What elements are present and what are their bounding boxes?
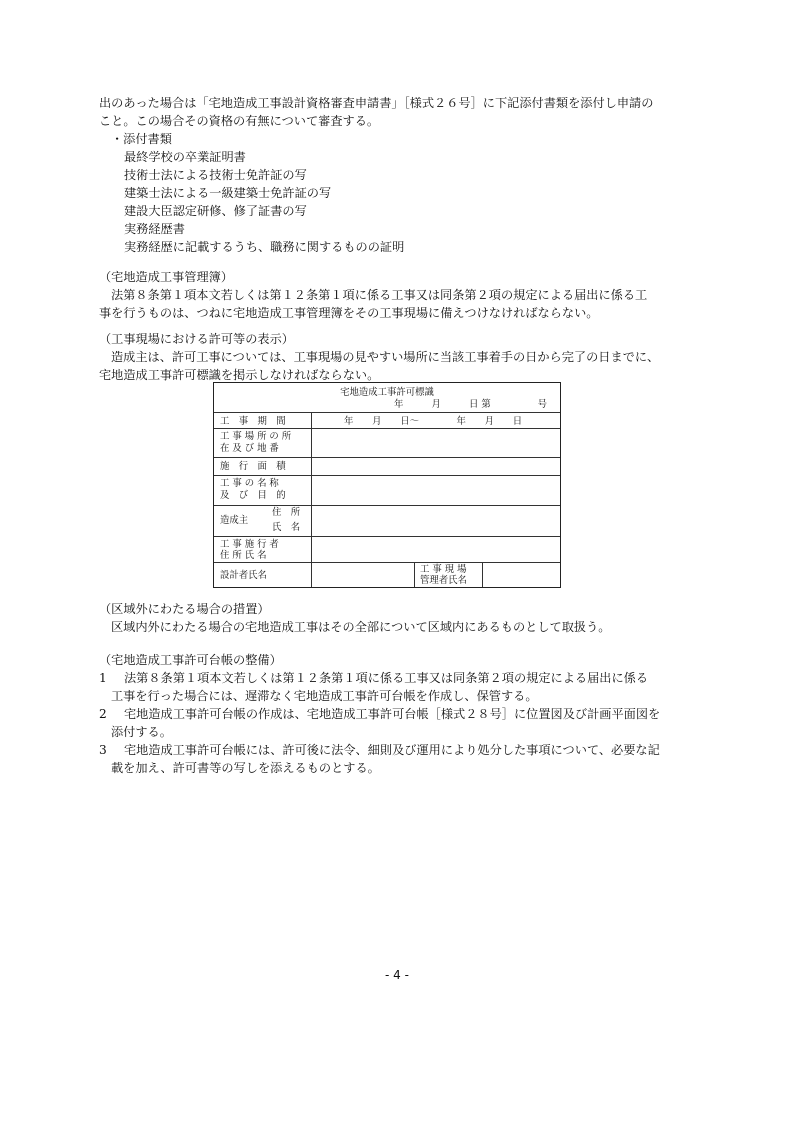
ledger-line-2: 事を行うものは、つねに宅地造成工事管理簿をその工事現場に備えつけなければならない。 bbox=[99, 306, 599, 320]
period-value: 年 月 日〜 年 月 日 bbox=[344, 416, 523, 427]
owner-name-label: 氏 名 bbox=[272, 522, 301, 533]
site-manager-label-1: 工 事 現 場 bbox=[420, 564, 467, 575]
page-number: - 4 - bbox=[385, 968, 409, 982]
register-item-line-1: 法第８条第１項本文若しくは第１２条第１項に係る工事又は同条第２項の規定による届出に係る bbox=[124, 671, 649, 685]
owner-label: 造成主 bbox=[220, 515, 249, 526]
register-item-line-2: 工事を行った場合には、遅滞なく宅地造成工事許可台帳を作成し、保管する。 bbox=[111, 689, 538, 703]
sign-heading: （工事現場における許可等の表示） bbox=[99, 332, 294, 346]
designer-label: 設計者氏名 bbox=[220, 570, 267, 581]
contractor-label-1: 工 事 施 行 者 bbox=[220, 539, 279, 550]
attachment-item: 最終学校の卒業証明書 bbox=[124, 150, 246, 164]
permit-sign-table bbox=[213, 382, 561, 588]
location-label-2: 在 及 び 地 番 bbox=[220, 443, 279, 454]
register-item-line-1: 宅地造成工事許可台帳の作成は、宅地造成工事許可台帳［様式２８号］に位置図及び計画平面図を bbox=[124, 707, 661, 721]
project-name-label-2: 及 び 目 的 bbox=[220, 490, 286, 501]
attachments-heading: ・添付書類 bbox=[111, 132, 172, 146]
sign-line-1: 造成主は、許可工事については、工事現場の見やすい場所に当該工事着手の日から完了の日までに、 bbox=[111, 350, 660, 364]
area-label: 施 行 面 積 bbox=[220, 461, 286, 472]
register-item-number: 2 bbox=[99, 707, 107, 721]
register-item-number: 1 bbox=[99, 671, 107, 685]
project-name-label-1: 工 事 の 名 称 bbox=[220, 478, 279, 489]
register-item-line-2: 載を加え、許可書等の写しを添えるものとする。 bbox=[111, 761, 380, 775]
attachment-item: 技術士法による技術士免許証の写 bbox=[124, 168, 307, 182]
ledger-heading: （宅地造成工事管理簿） bbox=[99, 270, 234, 284]
site-manager-label-2: 管理者氏名 bbox=[420, 575, 467, 586]
attachment-item: 実務経歴に記載するうち、職務に関するものの証明 bbox=[124, 240, 405, 254]
attachment-item: 建築士法による一級建築士免許証の写 bbox=[124, 186, 332, 200]
intro-line-1: 出のあった場合は「宅地造成工事設計資格審査申請書」［様式２６号］に下記添付書類を添付し申請の bbox=[99, 96, 654, 110]
owner-address-label: 住 所 bbox=[272, 507, 301, 518]
register-item-line-1: 宅地造成工事許可台帳には、許可後に法令、細則及び運用により処分した事項について、必要な記 bbox=[124, 743, 660, 757]
sign-line-2: 宅地造成工事許可標識を掲示しなければならない。 bbox=[99, 368, 380, 382]
contractor-label-2: 住 所 氏 名 bbox=[220, 550, 267, 561]
ledger-line-1: 法第８条第１項本文若しくは第１２条第１項に係る工事又は同条第２項の規定による届出に係る工 bbox=[111, 288, 648, 302]
intro-line-2: こと。この場合その資格の有無について審査する。 bbox=[99, 114, 380, 128]
register-heading: （宅地造成工事許可台帳の整備） bbox=[99, 653, 282, 667]
outside-heading: （区域外にわたる場合の措置） bbox=[99, 602, 270, 616]
sign-number-line: 年 月 日 第 号 bbox=[394, 399, 547, 410]
attachment-item: 実務経歴書 bbox=[124, 222, 185, 236]
period-label: 工 事 期 間 bbox=[220, 416, 286, 427]
attachment-item: 建設大臣認定研修、修了証書の写 bbox=[124, 204, 307, 218]
sign-title: 宅地造成工事許可標識 bbox=[340, 387, 434, 398]
register-item-line-2: 添付する。 bbox=[111, 725, 172, 739]
location-label-1: 工 事 場 所 の 所 bbox=[220, 431, 292, 442]
register-item-number: 3 bbox=[99, 743, 107, 757]
outside-line-1: 区域内外にわたる場合の宅地造成工事はその全部について区域内にあるものとして取扱う。 bbox=[111, 620, 611, 634]
